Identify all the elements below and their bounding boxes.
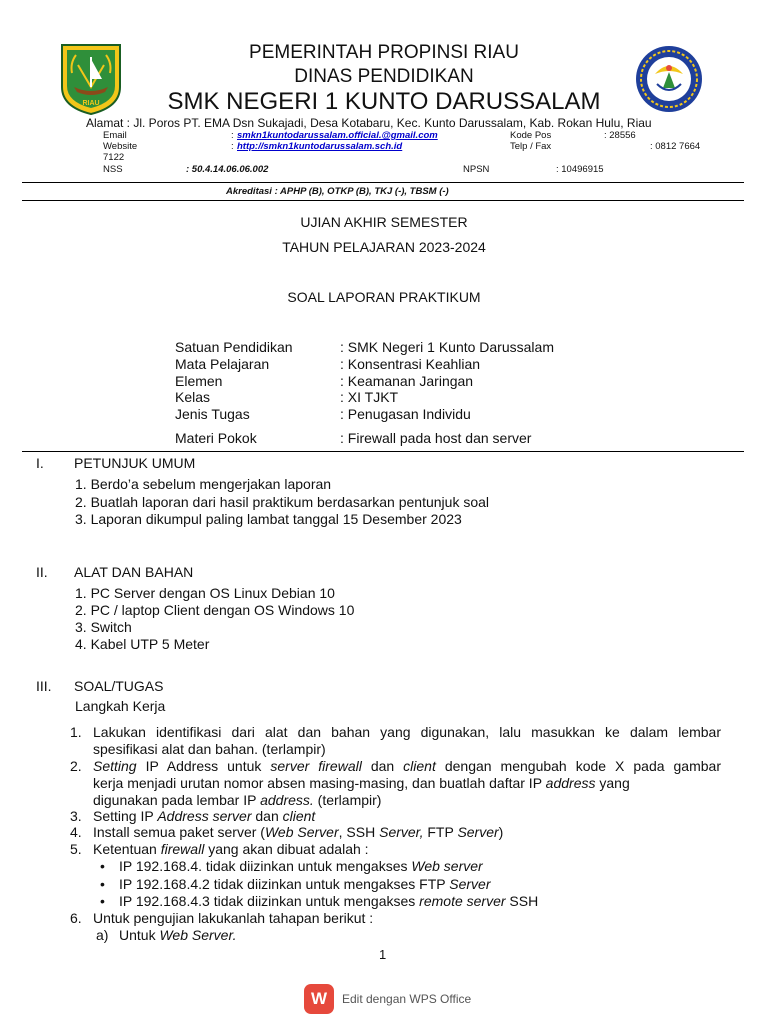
wps-edit-button[interactable] xyxy=(304,984,471,1014)
telp-continuation: 7122 xyxy=(103,152,125,163)
step-2-line2 xyxy=(93,775,630,792)
text: IP 192.168.4.3 tidak diizinkan untuk mengakses xyxy=(119,893,420,909)
text: IP Address untuk xyxy=(136,758,271,774)
text: Server, xyxy=(379,824,424,840)
text: Setting xyxy=(93,758,137,774)
kodepos-value: : 28556 xyxy=(604,130,636,141)
info-value: : XI TJKT xyxy=(340,389,399,405)
section2-number: II. xyxy=(36,564,48,580)
website-link[interactable]: http://smkn1kuntodarussalam.sch.id xyxy=(237,141,403,152)
info-label: Kelas xyxy=(175,389,211,405)
email-link[interactable]: smkn1kuntodarussalam.official.@gmail.com xyxy=(237,130,438,141)
text: remote server xyxy=(419,893,506,909)
text: IP 192.168.4.2 tidak diizinkan untuk mengakses FTP xyxy=(119,876,450,892)
exam-title: UJIAN AKHIR SEMESTER xyxy=(300,214,468,230)
list-item: 1. Berdo’a sebelum mengerjakan laporan xyxy=(75,476,332,492)
npsn-label: NPSN xyxy=(463,164,490,175)
text: client xyxy=(403,758,436,774)
text: Ketentuan xyxy=(93,841,161,857)
list-item: 4. Kabel UTP 5 Meter xyxy=(75,636,210,652)
text: digunakan pada lembar IP xyxy=(93,792,261,808)
text: address xyxy=(545,775,596,791)
section3-title: SOAL/TUGAS xyxy=(74,678,164,694)
logo-left-text: RIAU xyxy=(82,100,100,107)
wps-office-icon xyxy=(304,984,334,1014)
info-value: : Penugasan Individu xyxy=(340,406,471,422)
section1-title: PETUNJUK UMUM xyxy=(74,455,196,471)
section1-number: I. xyxy=(36,455,44,471)
step-5-text xyxy=(93,841,369,858)
info-value: : Firewall pada host dan server xyxy=(340,430,532,446)
section2-title: ALAT DAN BAHAN xyxy=(74,564,194,580)
header-school-name: SMK NEGERI 1 KUNTO DARUSSALAM xyxy=(167,88,601,115)
step-1-text-cont xyxy=(93,741,326,758)
info-value: : SMK Negeri 1 Kunto Darussalam xyxy=(340,339,554,355)
header-dinas: DINAS PENDIDIKAN xyxy=(294,66,474,87)
list-item: 2. PC / laptop Client dengan OS Windows 10 xyxy=(75,602,355,618)
text: firewall xyxy=(160,841,205,857)
header-divider-top xyxy=(22,182,744,183)
text: dengan mengubah kode X pada gambar xyxy=(435,758,721,774)
text: Web Server. xyxy=(159,927,237,943)
nss-label: NSS xyxy=(103,164,123,175)
bullet-icon: • xyxy=(100,876,105,892)
info-divider xyxy=(22,451,744,452)
header-divider-bottom xyxy=(22,200,744,201)
text: dan xyxy=(251,808,283,824)
text: dan xyxy=(361,758,404,774)
nss-value: : 50.4.14.06.06.002 xyxy=(186,164,269,175)
step-2-line3 xyxy=(93,792,381,809)
telp-value: : 0812 7664 xyxy=(650,141,701,152)
info-label: Satuan Pendidikan xyxy=(175,339,293,355)
text: Server xyxy=(457,824,499,840)
text: yang xyxy=(595,775,630,791)
text: IP 192.168.4. tidak diizinkan untuk mengakses xyxy=(119,858,412,874)
text: spesifikasi alat dan bahan. (terlampir) xyxy=(93,741,326,757)
bullet-item xyxy=(119,893,538,910)
text: yang akan dibuat adalah : xyxy=(204,841,369,857)
akreditasi: Akreditasi : APHP (B), OTKP (B), TKJ (-), TBSM (-) xyxy=(226,186,449,197)
bullet-icon: • xyxy=(100,858,105,874)
list-item: 1. PC Server dengan OS Linux Debian 10 xyxy=(75,585,335,601)
text: kerja menjadi urutan nomor absen masing-masing, dan buatlah daftar IP xyxy=(93,775,546,791)
step-number: 2. xyxy=(70,758,82,774)
step-3-text xyxy=(93,808,315,825)
header-province: PEMERINTAH PROPINSI RIAU xyxy=(249,42,519,63)
text: Address server xyxy=(157,808,252,824)
text: (terlampir) xyxy=(313,792,382,808)
step-number: 4. xyxy=(70,824,82,840)
step-number: 5. xyxy=(70,841,82,857)
step-number: 3. xyxy=(70,808,82,824)
section3-number: III. xyxy=(36,678,52,694)
bullet-icon: • xyxy=(100,893,105,909)
website-sep: : xyxy=(231,141,234,152)
header-address: Alamat : Jl. Poros PT. EMA Dsn Sukajadi, Desa Kotabaru, Kec. Kunto Darussalam, Kab. Rokan Hulu, Riau xyxy=(86,116,652,130)
bullet-item xyxy=(119,876,490,893)
text: Web Server xyxy=(264,824,339,840)
list-item: 3. Switch xyxy=(75,619,132,635)
text: Web server xyxy=(411,858,483,874)
text: address. xyxy=(260,792,314,808)
step-number: 6. xyxy=(70,910,82,926)
text: Server xyxy=(449,876,491,892)
npsn-value: : 10496915 xyxy=(556,164,604,175)
info-label: Mata Pelajaran xyxy=(175,356,270,372)
substep-number: a) xyxy=(96,927,109,943)
text: , SSH xyxy=(338,824,380,840)
step-2-line1 xyxy=(93,758,721,775)
text: FTP xyxy=(423,824,458,840)
step-1-text xyxy=(93,724,721,741)
section3-subtitle: Langkah Kerja xyxy=(75,698,166,714)
email-label: Email xyxy=(103,130,127,141)
text: Setting IP xyxy=(93,808,158,824)
telp-label: Telp / Fax xyxy=(510,141,552,152)
page-number: 1 xyxy=(379,947,387,962)
report-title: SOAL LAPORAN PRAKTIKUM xyxy=(287,289,481,305)
wps-edit-label: Edit dengan WPS Office xyxy=(342,992,472,1006)
step-4-text xyxy=(93,824,503,841)
info-label: Elemen xyxy=(175,373,223,389)
info-value: : Konsentrasi Keahlian xyxy=(340,356,481,372)
text: SSH xyxy=(505,893,539,909)
text: client xyxy=(282,808,316,824)
step-number: 1. xyxy=(70,724,82,740)
list-item: 3. Laporan dikumpul paling lambat tanggal 15 Desember 2023 xyxy=(75,511,462,527)
step-6-text: Untuk pengujian lakukanlah tahapan berikut : xyxy=(93,910,374,926)
text: Lakukan identifikasi dari alat dan bahan yang digunakan, lalu masukkan ke dalam lembar xyxy=(93,724,721,740)
text: Untuk xyxy=(119,927,160,943)
email-sep: : xyxy=(231,130,234,141)
info-label: Jenis Tugas xyxy=(175,406,250,422)
academic-year: TAHUN PELAJARAN 2023-2024 xyxy=(282,239,486,255)
wps-icon-glyph: W xyxy=(310,989,328,1008)
text: Install semua paket server ( xyxy=(93,824,265,840)
kodepos-label: Kode Pos xyxy=(510,130,552,141)
website-label: Website xyxy=(103,141,138,152)
text: server firewall xyxy=(270,758,362,774)
list-item: 2. Buatlah laporan dari hasil praktikum berdasarkan pentunjuk soal xyxy=(75,494,490,510)
info-value: : Keamanan Jaringan xyxy=(340,373,474,389)
substep-a-text xyxy=(119,927,237,944)
info-label: Materi Pokok xyxy=(175,430,257,446)
bullet-item xyxy=(119,858,483,875)
text: ) xyxy=(498,824,504,840)
